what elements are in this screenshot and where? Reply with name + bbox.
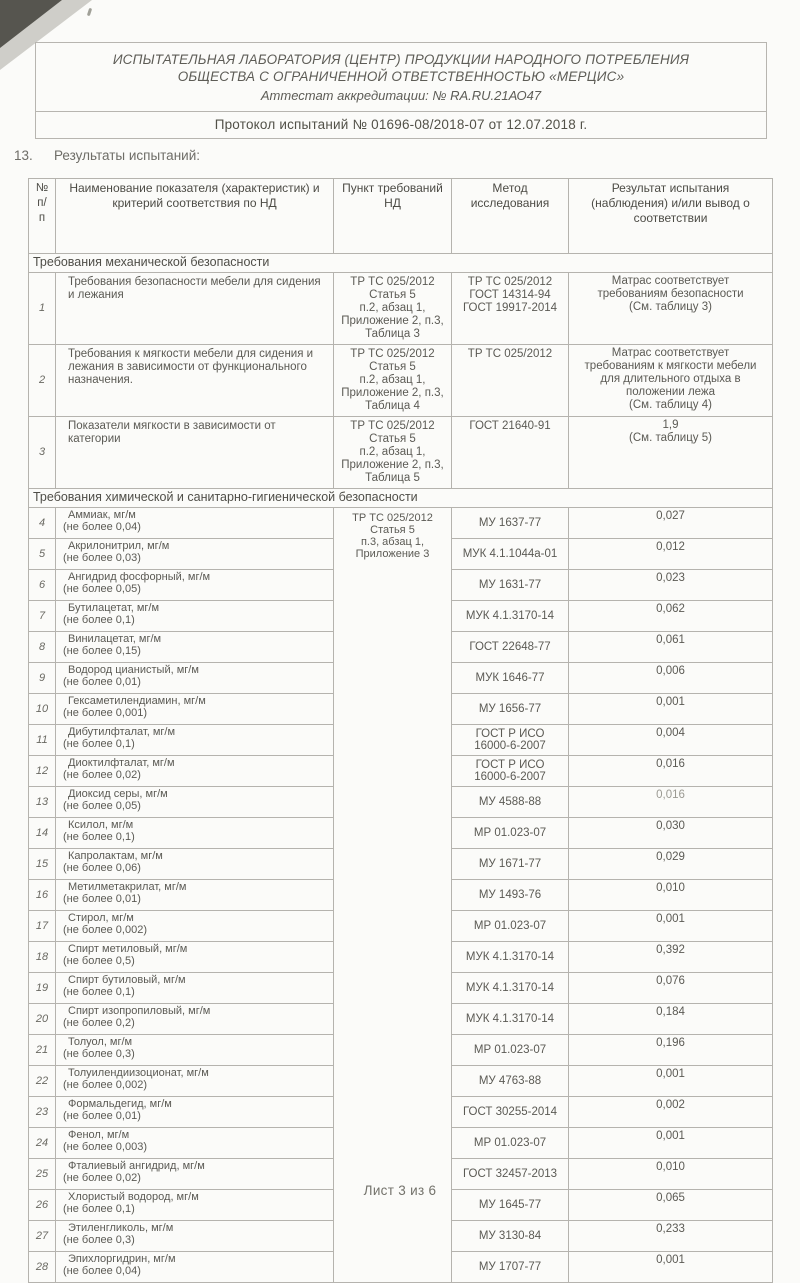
substance-limit: (не более 0,01): [63, 1110, 141, 1122]
substance-name: Капролактам, мг/м: [68, 850, 163, 862]
row-test-method: МУК 4.1.1044а-01: [452, 539, 569, 570]
row-indicator-name: [56, 942, 334, 973]
row-indicator-name: [56, 570, 334, 601]
row-number: 24: [29, 1128, 56, 1159]
row-indicator-name: [56, 1066, 334, 1097]
row-number: 8: [29, 632, 56, 663]
row-test-method: МУ 3130-84: [452, 1221, 569, 1252]
substance-limit: (не более 0,3): [63, 1048, 135, 1060]
row-number: 20: [29, 1004, 56, 1035]
row-number: 11: [29, 725, 56, 756]
substance-name: Винилацетат, мг/м: [68, 633, 162, 645]
row-test-method: МР 01.023-07: [452, 911, 569, 942]
row-number: 18: [29, 942, 56, 973]
substance-name: Водород цианистый, мг/м: [68, 664, 199, 676]
substance-name: Диоксид серы, мг/м: [68, 788, 168, 800]
substance-name: Спирт бутиловый, мг/м: [68, 974, 186, 986]
substance-name: Гексаметилендиамин, мг/м: [68, 695, 206, 707]
row-test-method: ТР ТС 025/2012 ГОСТ 14314-94 ГОСТ 19917-2014: [452, 273, 569, 345]
row-indicator-name: [56, 725, 334, 756]
row-number: 14: [29, 818, 56, 849]
row-number: 6: [29, 570, 56, 601]
row-test-method: МУ 1707-77: [452, 1252, 569, 1283]
substance-name: Бутилацетат, мг/м: [68, 602, 160, 614]
substance-limit: (не более 0,1): [63, 1203, 135, 1215]
substance-name: Спирт изопропиловый, мг/м: [68, 1005, 211, 1017]
substance-name: Ксилол, мг/м: [68, 819, 134, 831]
row-indicator-name: [56, 973, 334, 1004]
row-test-method: ГОСТ 22648-77: [452, 632, 569, 663]
row-indicator-name: [56, 849, 334, 880]
row-number: 23: [29, 1097, 56, 1128]
row-number: 1: [29, 273, 56, 345]
chem-requirement-clause: ТР ТС 025/2012 Статья 5 п.3, абзац 1, Приложение 3: [334, 508, 452, 1283]
row-test-result: 0,001: [569, 1066, 773, 1097]
row-test-method: МУК 4.1.3170-14: [452, 942, 569, 973]
row-test-result: 0,184: [569, 1004, 773, 1035]
substance-limit: (не более 0,03): [63, 552, 141, 564]
column-header-method: Метод исследования: [452, 179, 569, 254]
row-test-method: МР 01.023-07: [452, 1035, 569, 1066]
row-test-result: 0,001: [569, 911, 773, 942]
row-test-result: 0,012: [569, 539, 773, 570]
row-test-method: МР 01.023-07: [452, 1128, 569, 1159]
row-test-result: 0,002: [569, 1097, 773, 1128]
lab-title-line1: ИСПЫТАТЕЛЬНАЯ ЛАБОРАТОРИЯ (ЦЕНТР) ПРОДУКЦИИ НАРОДНОГО ПОТРЕБЛЕНИЯ: [112, 52, 690, 67]
substance-name: Фенол, мг/м: [68, 1129, 130, 1141]
row-indicator-name: Требования безопасности мебели для сидения и лежания: [56, 273, 334, 345]
row-number: 15: [29, 849, 56, 880]
row-indicator-name: [56, 632, 334, 663]
substance-name: Ангидрид фосфорный, мг/м: [68, 571, 211, 583]
substance-limit: (не более 0,1): [63, 831, 135, 843]
section-row-mechanical: [29, 254, 773, 273]
substance-limit: (не более 0,5): [63, 955, 135, 967]
row-test-method: МУК 1646-77: [452, 663, 569, 694]
row-test-result: 0,233: [569, 1221, 773, 1252]
substance-name: Толуол, мг/м: [68, 1036, 133, 1048]
row-test-method: МР 01.023-07: [452, 818, 569, 849]
row-test-method: МУК 4.1.3170-14: [452, 1004, 569, 1035]
substance-name: Этиленгликоль, мг/м: [68, 1222, 174, 1234]
substance-limit: (не более 0,1): [63, 738, 135, 750]
row-number: 5: [29, 539, 56, 570]
row-indicator-name: [56, 1035, 334, 1066]
substance-name: Хлористый водород, мг/м: [68, 1191, 199, 1203]
row-indicator-name: Требования к мягкости мебели для сидения и лежания в зависимости от функционального назначения.: [56, 345, 334, 417]
row-number: 22: [29, 1066, 56, 1097]
column-header-result: Результат испытания (наблюдения) и/или вывод о соответствии: [569, 179, 773, 254]
row-test-result: Матрас соответствует требованиям к мягкости мебели для длительного отдыха в положении лежа (См. таблицу 4): [569, 345, 773, 417]
row-number: 7: [29, 601, 56, 632]
row-test-result: 0,010: [569, 880, 773, 911]
lab-title-line2: ОБЩЕСТВА С ОГРАНИЧЕННОЙ ОТВЕТСТВЕННОСТЬЮ «МЕРЦИС»: [177, 69, 625, 84]
row-test-result: 0,016: [569, 787, 773, 818]
row-number: 25: [29, 1159, 56, 1190]
row-test-result: 0,010: [569, 1159, 773, 1190]
row-number: 16: [29, 880, 56, 911]
substance-limit: (не более 0,1): [63, 614, 135, 626]
substance-limit: (не более 0,002): [63, 1079, 147, 1091]
row-test-result: 0,023: [569, 570, 773, 601]
column-header-num: № п/п: [29, 179, 56, 254]
substance-name: Метилметакрилат, мг/м: [68, 881, 187, 893]
row-number: 21: [29, 1035, 56, 1066]
section-row-chemical: [29, 489, 773, 508]
row-indicator-name: [56, 601, 334, 632]
substance-limit: (не более 0,06): [63, 862, 141, 874]
section-row-label: Требования механической безопасности: [29, 254, 773, 273]
row-number: 28: [29, 1252, 56, 1283]
row-test-result: 1,9 (См. таблицу 5): [569, 417, 773, 489]
row-test-method: МУ 1645-77: [452, 1190, 569, 1221]
substance-limit: (не более 0,05): [63, 800, 141, 812]
substance-name: Диоктилфталат, мг/м: [68, 757, 175, 769]
row-indicator-name: [56, 1221, 334, 1252]
lab-title-block: [36, 43, 766, 112]
row-test-result: 0,027: [569, 508, 773, 539]
substance-limit: (не более 0,002): [63, 924, 147, 936]
row-number: 4: [29, 508, 56, 539]
row-indicator-name: [56, 508, 334, 539]
row-indicator-name: [56, 694, 334, 725]
row-test-method: МУ 1493-76: [452, 880, 569, 911]
table-header-row: [29, 179, 773, 254]
row-test-method: ГОСТ 32457-2013: [452, 1159, 569, 1190]
row-test-result: 0,016: [569, 756, 773, 787]
row-number: 2: [29, 345, 56, 417]
accreditation-line: Аттестат аккредитации: № RA.RU.21АО47: [260, 88, 542, 103]
substance-name: Спирт метиловый, мг/м: [68, 943, 188, 955]
row-number: 9: [29, 663, 56, 694]
row-indicator-name: [56, 663, 334, 694]
table-row: [29, 417, 773, 489]
row-number: 19: [29, 973, 56, 1004]
row-number: 12: [29, 756, 56, 787]
row-test-method: МУ 1671-77: [452, 849, 569, 880]
row-indicator-name: [56, 1128, 334, 1159]
row-test-result: 0,001: [569, 1128, 773, 1159]
substance-limit: (не более 0,02): [63, 1172, 141, 1184]
section-number: 13.: [14, 148, 33, 163]
row-test-result: 0,065: [569, 1190, 773, 1221]
row-test-result: 0,076: [569, 973, 773, 1004]
row-test-result: 0,196: [569, 1035, 773, 1066]
row-test-result: 0,030: [569, 818, 773, 849]
row-indicator-name: [56, 756, 334, 787]
row-indicator-name: [56, 1004, 334, 1035]
substance-name: Дибутилфталат, мг/м: [68, 726, 176, 738]
results-tbody: [29, 254, 773, 1283]
row-test-result: 0,001: [569, 1252, 773, 1283]
substance-limit: (не более 0,15): [63, 645, 141, 657]
results-section-heading: [14, 148, 514, 163]
substance-limit: (не более 0,001): [63, 707, 147, 719]
substance-name: Аммиак, мг/м: [68, 509, 136, 521]
substance-limit: (не более 0,1): [63, 986, 135, 998]
row-indicator-name: [56, 787, 334, 818]
substance-name: Толуилендиизоционат, мг/м: [68, 1067, 209, 1079]
row-test-method: ГОСТ Р ИСО 16000-6-2007: [452, 756, 569, 787]
row-number: 17: [29, 911, 56, 942]
row-test-result: 0,029: [569, 849, 773, 880]
row-test-result: 0,392: [569, 942, 773, 973]
substance-name: Стирол, мг/м: [68, 912, 134, 924]
row-indicator-name: [56, 1252, 334, 1283]
row-number: 13: [29, 787, 56, 818]
row-test-result: 0,004: [569, 725, 773, 756]
protocol-number-line: Протокол испытаний № 01696-08/2018-07 от 12.07.2018 г.: [214, 117, 588, 132]
row-test-method: МУ 4763-88: [452, 1066, 569, 1097]
row-test-method: ГОСТ 21640-91: [452, 417, 569, 489]
row-test-result: 0,001: [569, 694, 773, 725]
row-indicator-name: [56, 539, 334, 570]
substance-limit: (не более 0,04): [63, 1265, 141, 1277]
results-table: [28, 178, 773, 1283]
row-test-method: ТР ТС 025/2012: [452, 345, 569, 417]
substance-limit: (не более 0,04): [63, 521, 141, 533]
substance-name: Эпихлоргидрин, мг/м: [68, 1253, 176, 1265]
row-requirement-clause: ТР ТС 025/2012 Статья 5 п.2, абзац 1, Приложение 2, п.3, Таблица 4: [334, 345, 452, 417]
row-test-method: МУК 4.1.3170-14: [452, 973, 569, 1004]
substance-name: Акрилонитрил, мг/м: [68, 540, 170, 552]
row-indicator-name: Показатели мягкости в зависимости от категории: [56, 417, 334, 489]
row-number: 26: [29, 1190, 56, 1221]
row-test-result: 0,006: [569, 663, 773, 694]
row-requirement-clause: ТР ТС 025/2012 Статья 5 п.2, абзац 1, Приложение 2, п.3, Таблица 3: [334, 273, 452, 345]
row-test-method: МУ 1637-77: [452, 508, 569, 539]
scan-stray-mark: [87, 8, 92, 17]
row-test-method: ГОСТ 30255-2014: [452, 1097, 569, 1128]
row-test-method: МУ 1631-77: [452, 570, 569, 601]
substance-limit: (не более 0,01): [63, 893, 141, 905]
table-row: [29, 345, 773, 417]
page-number-footer: Лист 3 из 6: [363, 1183, 437, 1198]
row-test-method: МУ 4588-88: [452, 787, 569, 818]
column-header-punkt: Пункт требований НД: [334, 179, 452, 254]
row-test-method: МУК 4.1.3170-14: [452, 601, 569, 632]
row-indicator-name: [56, 880, 334, 911]
row-requirement-clause: ТР ТС 025/2012 Статья 5 п.2, абзац 1, Приложение 2, п.3, Таблица 5: [334, 417, 452, 489]
section-title: Результаты испытаний:: [54, 148, 200, 163]
row-number: 3: [29, 417, 56, 489]
table-row: [29, 508, 773, 539]
row-indicator-name: [56, 911, 334, 942]
substance-name: Формальдегид, мг/м: [68, 1098, 172, 1110]
row-test-result: Матрас соответствует требованиям безопасности (См. таблицу 3): [569, 273, 773, 345]
substance-limit: (не более 0,01): [63, 676, 141, 688]
substance-limit: (не более 0,3): [63, 1234, 135, 1246]
section-row-label: Требования химической и санитарно-гигиенической безопасности: [29, 489, 773, 508]
substance-name: Фталиевый ангидрид, мг/м: [68, 1160, 205, 1172]
column-header-name: Наименование показателя (характеристик) и критерий соответствия по НД: [56, 179, 334, 254]
row-test-result: 0,062: [569, 601, 773, 632]
row-number: 27: [29, 1221, 56, 1252]
row-indicator-name: [56, 818, 334, 849]
row-test-method: ГОСТ Р ИСО 16000-6-2007: [452, 725, 569, 756]
substance-limit: (не более 0,05): [63, 583, 141, 595]
row-test-method: МУ 1656-77: [452, 694, 569, 725]
substance-limit: (не более 0,02): [63, 769, 141, 781]
row-number: 10: [29, 694, 56, 725]
table-row: [29, 273, 773, 345]
row-indicator-name: [56, 1097, 334, 1128]
substance-limit: (не более 0,003): [63, 1141, 147, 1153]
document-header-box: [35, 42, 767, 139]
row-test-result: 0,061: [569, 632, 773, 663]
substance-limit: (не более 0,2): [63, 1017, 135, 1029]
